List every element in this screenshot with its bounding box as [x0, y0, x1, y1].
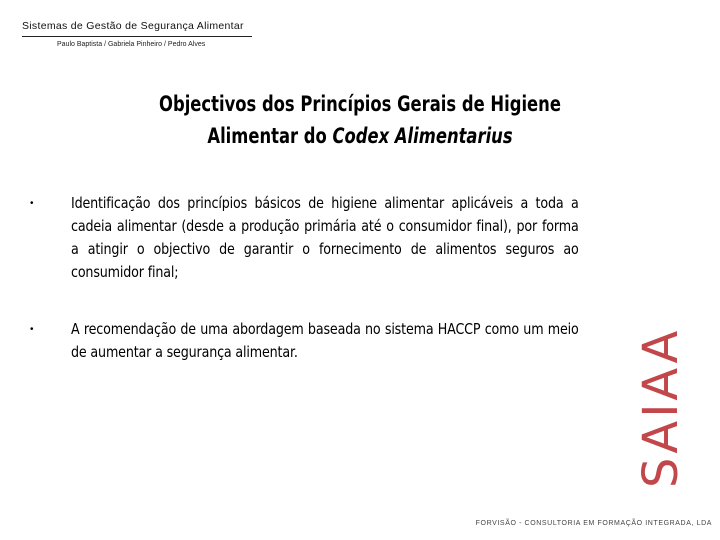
bullet-list	[30, 192, 690, 364]
bullet-item	[30, 192, 690, 284]
slide-header	[22, 20, 252, 48]
bullet-item	[30, 318, 690, 364]
header-title: Sistemas de Gestão de Segurança Alimentar	[22, 20, 244, 32]
header-authors: Paulo Baptista / Gabriela Pinheiro / Pedro Alves	[57, 41, 206, 48]
title-line-2-prefix: Alimentar do	[207, 124, 333, 148]
footer-company: FORVISÃO - CONSULTORIA EM FORMAÇÃO INTEGRADA, LDA	[475, 520, 712, 527]
bullet-mark: •	[30, 198, 34, 209]
header-divider	[22, 36, 252, 37]
bullet-text: A recomendação de uma abordagem baseada no sistema HACCP como um meio de aumentar a segurança alimentar.	[71, 320, 579, 361]
saiaa-logo: SAIAA	[633, 327, 689, 488]
title-line-2	[79, 120, 641, 152]
bullet-text: Identificação dos princípios básicos de higiene alimentar aplicáveis a toda a cadeia alimentar (desde a produção primária até o consumidor final), por forma a atingir o objectivo de garantir o fornecimento de alimentos seguros ao consumidor final;	[71, 194, 579, 281]
title-line-2-emphasis: Codex Alimentarius	[332, 124, 513, 148]
slide-title	[0, 88, 720, 152]
title-line-1: Objectivos dos Princípios Gerais de Higiene	[159, 92, 561, 116]
bullet-mark: •	[30, 324, 34, 335]
